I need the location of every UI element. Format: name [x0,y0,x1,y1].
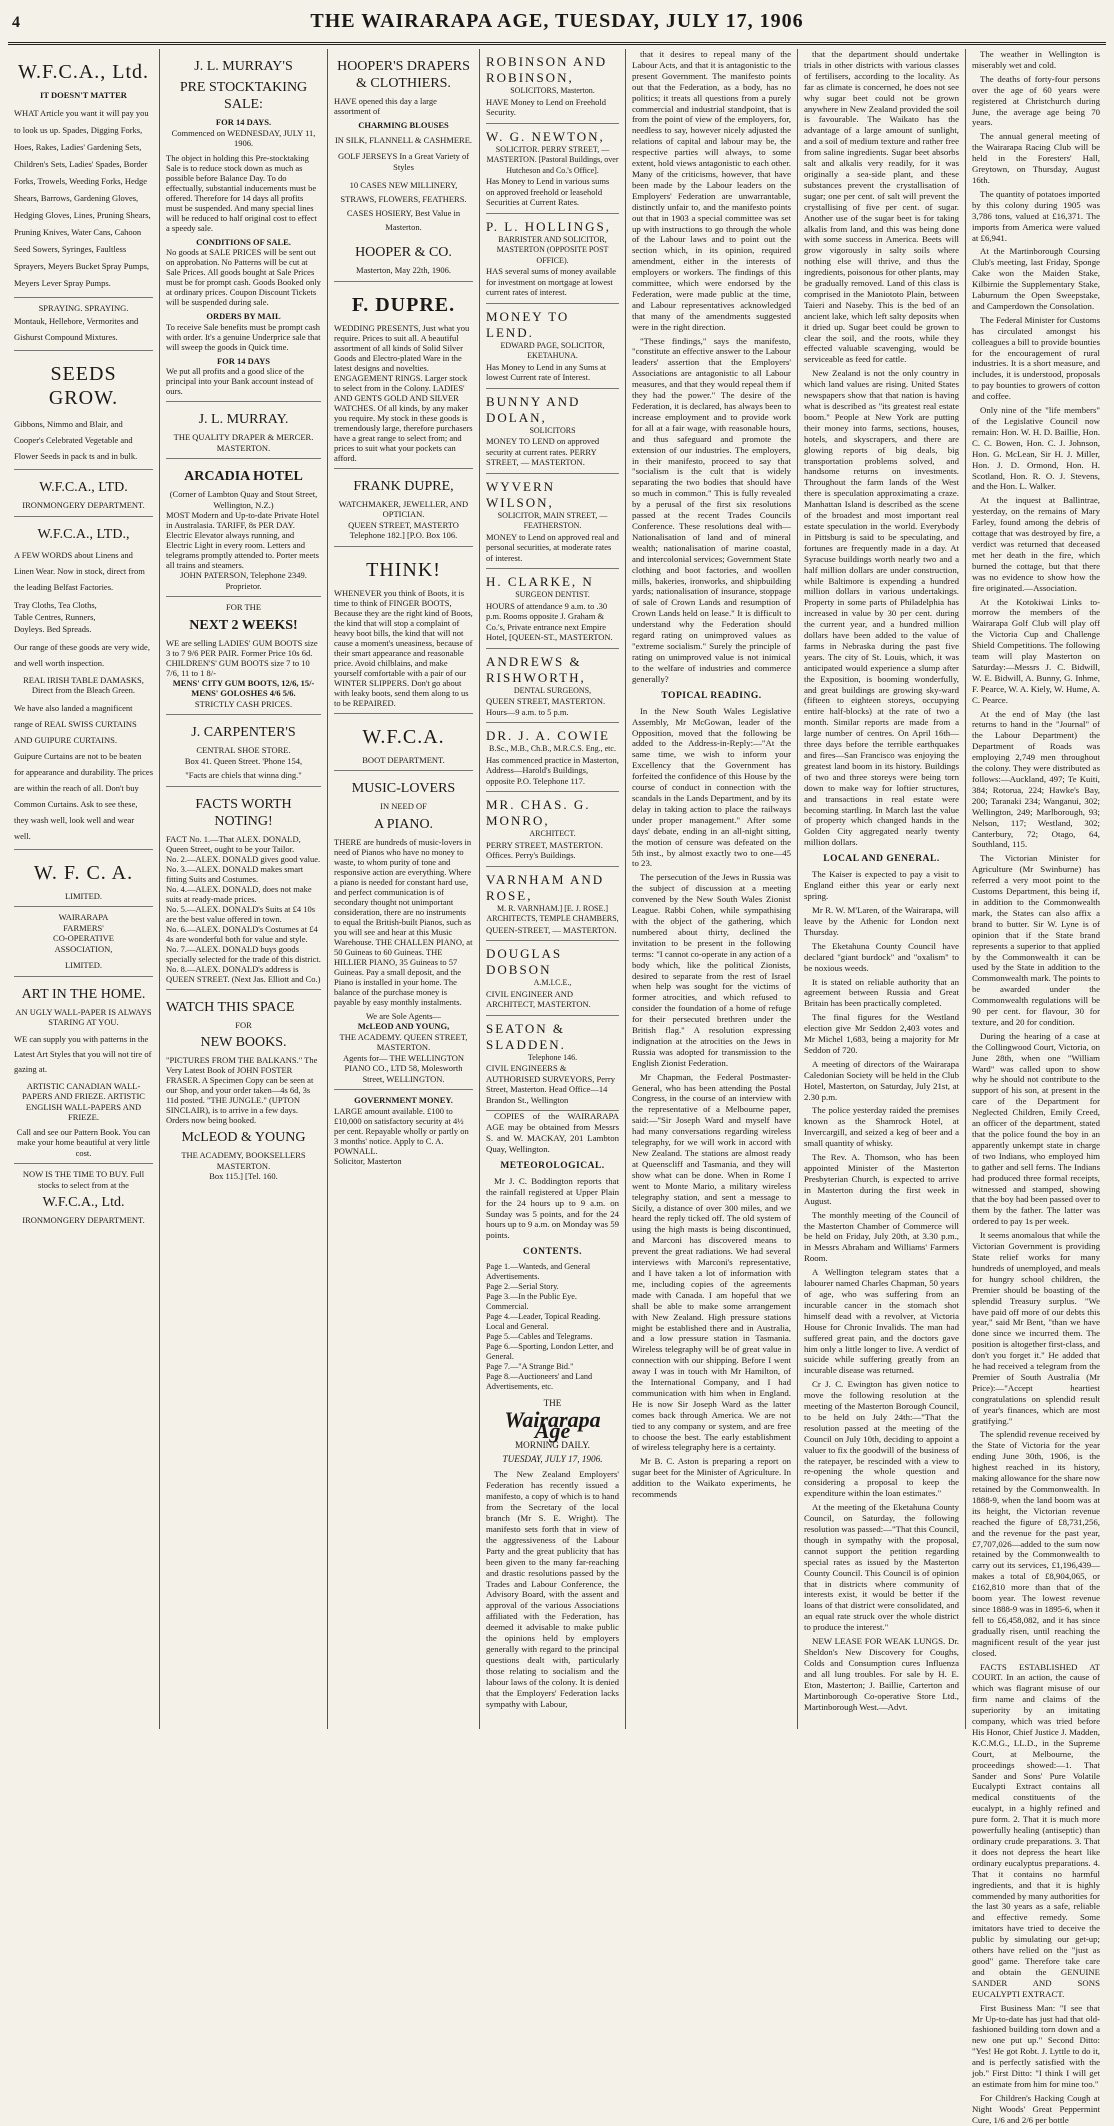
ad-subheading: THE QUALITY DRAPER & MERCER. MASTERTON. [173,432,314,453]
card-title: EDWARD PAGE, SOLICITOR, EKETAHUNA. [500,340,605,360]
ad-subheading: FOR [235,1019,252,1030]
card-title: DENTAL SURGEONS, [513,685,592,695]
price-line: MENS' CITY GUM BOOTS, 12/6, 15/- [172,677,315,688]
ad-heading: ARCADIA HOTEL [184,469,303,484]
article-paragraph: The weather in Wellington is miserably wet and cold. [972,49,1100,70]
ad-heading: W.F.C.A., Ltd. [42,1195,125,1210]
card-name: MONEY TO LEND. [486,308,570,340]
professional-card [486,941,619,1016]
list-item: Page 7.—"A Strange Bid." [486,1362,574,1372]
article-paragraph: In the New South Wales Legislative Assembly, Mr McGowan, leader of the Opposition, moved that the following be added to the Address-in-Reply:—"At the same time, we wish to inform your Excellency that the Government has forfeited the confidence of this House by the course of conduct in connection with the scandals in the Lands Department, and by its delay in taking action to place the railways under proper management." After some days' debate, ending in an all-night sitting, the motion of censure was defeated on the 5th inst., by almost exactly two to one—45 to 23. [632,705,791,869]
article-paragraph: Mr Chapman, the Federal Postmaster-General, who has been attending the Postal Congress, in the course of an interview with the representative of a Melbourne paper, said:—"Sir Joseph Ward and myself have had many conversations regarding wireless telegraphy, for we will work in accord with New Zealand. The stations are almost ready at Queenscliff and Tasmania, and they will show what can be done. When in Rome I went to Monte Mario, a military wireless telegraphy station, and sent a message to Sicily, a distance of over 300 miles, and we heard the reply ticked off. The old system of using the high masts is being discontinued, and Marconi has discovered means to prevent the great radiations. We had several interviews with Marconi's representative, and I have taken a lot of information with me, including copies of the agreements made with Canada. I am hopeful that we shall be able to make some arrangement with New Zealand. High pressure stations might be established there and in Australia, and a low pressure station in Tasmania. Wireless telegraphy will be of great value in connection with our shipping. Before I went away I was in touch with Mr Hamilton, of the International Company, and I had communication with him when in England. He is now Sir Joseph Ward as the latter comes back through America. We are not tied to any company or system, and are free to choose the best. The early establishment of wireless telegraphy here is a certainty. [632,1071,791,1453]
ad-heading: J. CARPENTER'S [191,725,296,740]
ad-subheading: WATCHMAKER, JEWELLER, AND OPTICIAN. [338,498,469,519]
ad-body: WHENEVER you think of Boots, it is time to think of FINGER BOOTS, Because they are the right kind of Boots, the kind that will stop a complaint of heavy boot bills, the kind that will not cause a moment's uneasiness, because of their smart appearance and reasonable price. Avoid chilblains, and make yourself comfortable with a pair of our WINTER SLIPPERS. Don't go about with leaky boots, send them along to us to be REPAIRED. [334,587,473,708]
ad-body: NOW IS THE TIME TO BUY. Full stocks to select from at the [22,1169,145,1190]
list-item: No. 8.—ALEX. DONALD's address is QUEEN STREET. (Next Jas. Elliott and Co.) [166,963,321,984]
list-item: No. 6.—ALEX. DONALD's Costumes at £4 4s are wonderful both for value and style. [166,923,318,944]
coop-line: WAIRARAPA [58,912,109,922]
professional-card [486,49,619,124]
list-item: No. 7.—ALEX. DONALD buys goods specially selected for the trade of this district. [166,943,321,964]
card-text: HAVE Money to Lend on Freehold Security. [486,96,607,117]
facts-ad [166,787,321,990]
ad-heading: SEEDS GROW. [48,363,119,409]
ad-body: We put all profits and a good slice of the principal into your Bank account instead of ours. [166,366,314,396]
column-6 [798,49,966,1729]
column-4-news [486,1111,619,1709]
ad-heading: W. F. C. A. [33,861,134,884]
column-4 [480,49,626,1729]
ad-body: THE ACADEMY. QUEEN STREET, MASTERTON. [339,1031,468,1052]
article-paragraph: It seems anomalous that while the Victorian Government is providing State relief works for many hundreds of unemployed, and meals for hungry school children, the Premier should be boasting of the splendid Treasury surplus. "We have paid off more of our debts this year," said Mr Bent, "than we have done since we incurred them. The position is altogether first-class, and don't you forget it." He added that he had received a telegram from the Premier of South Australia (Mr Price):—"Accept heartiest congratulations on splendid result of year's finances, which are most gratifying." [972,1230,1100,1426]
ad-heading: W.F.C.A. [362,725,445,748]
ad-subheading: CHARMING BLOUSES [358,120,449,130]
ad-body: Box 115.] [Tel. 160. [209,1171,278,1181]
list-item: No. 5.—ALEX. DONALD's Suits at £4 10s are the best value offered in town. [166,903,316,924]
ad-body: IN SILK, FLANNELL & CASHMERE. [334,134,473,145]
paper-date: TUESDAY, JULY 17, 1906. [502,1454,603,1465]
card-text: PERRY STREET, MASTERTON. Offices. Perry's Buildings. [486,839,603,860]
list-item: Page 6.—Sporting, London Letter, and General. [486,1342,614,1362]
ad-heading: GOVERNMENT MONEY. [354,1095,453,1105]
think-ad [334,547,473,714]
ad-subheading: CENTRAL SHOE STORE. [196,745,291,755]
column-3 [328,49,480,1729]
article-paragraph: NEW LEASE FOR WEAK LUNGS. Dr. Sheldon's New Discovery for Coughs, Colds and Consumption cures Influenza and all lung troubles. For sale by H. E. Eton, Masterton; J. Baillie, Carterton and Martinborough Co-operative Store Ltd., Martinborough West.—Advt. [804,1636,959,1712]
ad-heading: THINK! [366,558,441,581]
list-item: FACT No. 1.—That ALEX. DONALD, Queen Street, ought to be your Tailor. [166,833,301,854]
wfca-final-ad [14,1164,153,1231]
card-name: H. CLARKE, N [486,574,594,589]
dupre-ad [334,282,473,469]
copies-notice: COPIES of the WAIRARAPA AGE may be obtained from Messrs S. and W. MACKAY, 201 Lambton Quay, Wellington. [486,1111,619,1154]
card-text: Has Money to Lend in various sums on approved freehold or leasehold Securities at Current Rates. [486,176,610,207]
ad-body: THERE are hundreds of music-lovers in need of Pianos who have no money to waste, to whom purity of tone and responsive action are everything. Where a piano is needed for constant hard use, and perfect communication is of secondary thought not unimportant consideration, there are no instruments to equal the British-built Pianos, such as you will see and hear at this Music Warehouse. THE CHALLEN PIANO, at 50 Guineas to 60 Guineas. THE HILLIER PIANO, 35 Guineas to 57 Guineas. Pay a small deposit, and the Piano is installed in your home. The balance of the purchase money is payable by easy monthly instalments. [334,836,473,1007]
article-paragraph: At the inquest at Ballintrae, yesterday, on the remains of Mary Farley, found among the debris of cottage that was destroyed by fire, a verdict was returned that deceased met her death in the fire, which burned the cottage, but that there was no evidence to show how the fire originated.—Association. [972,495,1100,593]
ad-subheading: PRE STOCKTAKING SALE: [179,80,308,112]
ad-body: Guipure Curtains are not to be beaten for appearance and durability. The prices are within the reach of all. Don't buy Common Curtains. Ask to see these, they wash well, look well and wear well. [14,750,154,841]
paper-subtitle: MORNING DAILY. [515,1440,590,1451]
article-paragraph: The Federal Minister for Customs has circulated amongst his colleagues a bill to provide bounties for the encouragement of rural industries. It is a short measure, and includes, it is understood, proposals to pay bounties to growers of cotton and coffee. [972,314,1100,402]
ad-heading: HOOPER'S DRAPERS & CLOTHIERS. [337,59,470,91]
carpenter-ad [166,715,321,787]
ad-body: GOLF JERSEYS In a Great Variety of Styles [337,151,470,172]
ad-heading: McLEOD & YOUNG [181,1130,306,1145]
card-text: HAS several sums of money available for investment on mortgage at lowest current rates of interest. [486,266,617,297]
card-text: MONEY to Lend on approved real and personal securities, at moderate rates of interest. [486,531,619,563]
article-paragraph: FACTS ESTABLISHED AT COURT. In an action, the cause of which was flagrant misuse of our firm name and claims of the superiority by an imitating company, which was tried before His Honor, Chief Justice J. Madden, K.C.M.G., LL.D., in the Supreme Court, at Melbourne, the proceedings showed:—1. That Sander and Sons' Pure Volatile Eucalypti Extract contains all medical constituents of the eucalypt, in a highly refined and pure form. 2. That it is much more powerfully healing (antiseptic) than ordinary crude preparations. 3. That it does not depress the heart like ordinary eucalyptus preparations. 4. That it contains no harmful ingredients, and that it is highly commended by many authorities for the last 30 years as a safe, reliable and effective remedy. Some imitators have tried to deceive the public by simulating our get-up; others have relied on the "just as good" game. Therefore take care and obtain the GENUINE SANDER AND SONS EUCALYPTI EXTRACT. [972,1661,1100,1999]
article-paragraph: Only nine of the "life members" of the Legislative Council now remain: Hon. W. H. D. Baillie, Hon. C. C. Bowen, Hon. C. J. Johnson, Hon. G. McLean, Sir H. J. Miller, Hon. J. D. Ormond, Hon. H. Scotland, Hon. R. O. J. Stevens, and the Hon. L. Walker. [972,405,1100,492]
article-paragraph: During the hearing of a case at the Collingwood Court, Victoria, on June 28th, when one "William Ward" was called upon to show why he should not contribute to the support of his son, at present in the care of the Department for Neglected Children, Emily Creed, an officer of the department, stated that the police found the boy in an apparently unkempt state in charge of two Indians, who employed him to gather and sell ferns. The Indians had produced three formal receipts, witnessed and stamped, showing that the boy had been passed over to them by the father. The latter was ordered to pay 1s per week. [972,1030,1100,1227]
paper-nameplate: Wairarapa Age [504,1406,601,1443]
ad-heading: ART IN THE HOME. [21,986,146,1002]
wfca-limited-ad [14,850,153,908]
section-heading: TOPICAL READING. [661,690,762,701]
ad-heading: NEXT 2 WEEKS! [189,617,298,633]
ad-heading: F. DUPRE. [351,293,456,316]
professional-card [486,214,619,304]
ad-body: We are Sole Agents— [365,1010,442,1021]
ad-subheading: LIMITED. [64,890,103,901]
professional-card [486,723,619,792]
card-text: HOURS of attendance 9 a.m. to .30 p.m. Rooms opposite J. Graham & Co.'s, Private entrance next Empire Hotel, [QUEEN-ST., MASTERTON. [486,600,613,642]
article-paragraph: The final figures for the Westland election give Mr Seddon 2,403 votes and Mr Michel 1,683, being a majority for Mr Seddon of 720. [804,1012,959,1055]
list-item: Doyleys. Bed Spreads. [14,623,92,634]
ad-subheading: McLEOD AND YOUNG, [357,1021,450,1031]
coop-line: ASSOCIATION, [54,943,113,954]
ad-heading: WATCH THIS SPACE [166,999,295,1015]
list-item: Page 3.—In the Public Eye. Commercial. [486,1292,577,1312]
article-paragraph: Cr J. C. Ewington has given notice to move the following resolution at the meeting of the Masterton Borough Council, to be held on July 24th:—"That the resolution passed at the meeting of the Council on July 10th, deciding to appoint a valuer to fix the goodwill of the business of the ratepayer, be rescinded with a view to re-opening the whole question and considering a proposal to keep the expenditure within the loan estimates." [804,1379,959,1499]
ad-body: MOST Modern and Up-to-date Private Hotel in Australasia. TARIFF, 8s PER DAY. Electric Elevator always running, and Electric Light in every room. Letters and telegrams promptly attended to. Porter meets all trains and steamers. [166,510,320,570]
ad-body: WHAT Article you want it will pay you to look us up. Spades, Digging Forks, Hoes, Rakes, Ladies' Gardening Sets, Children's Sets, Ladies' Spades, Border Forks, Trowels, Weeding Forks, Hedge Shears, Barrows, Gardening Gloves, Hedging Gloves, Lines, Pruning Shears, Pruning Knives, Water Cans, Cahoon Seed Sowers, Syringes, Faultless Sprayers, Meyers Bucket Spray Pumps, Meyers Lever Spray Pumps. [14,107,151,288]
article-paragraph: "These findings," says the manifesto, "constitute an effective answer to the Labour leaders' assertion that the Employers' Associations are antagonistic to all Labour measures, and that they would repeal them if they had the power." The desire of the Federation, it is declared, has always been to increase employment and to provide work for all at a fair wage, with reasonable hours, and thus safeguard and promote the extension of our industries. The employers, in their manifesto, proceed to say that "socialism is the cult that is widely separating the two bodies that should have so much in common." This is fully revealed by a perusal of the first six resolutions passed at the recent Trades Councils Conference. These resolutions deal with—Nationalisation of land and of mineral wealth; nationalisation of marine coastal, and intercolonial services; Government State clothing and boot factories, and woollen mills, bakeries, ironworks, and shipbuilding yards; nationalisation of insurance, stoppage of sale of Crown Lands and resumption of Crown Lands held on lease." It is difficult to understand why the Federation should regard rating on unimproved values as "extreme socialism." Surely the principle of rating on unimproved value is not inimical to the welfare of industries and commerce generally? [632,335,791,684]
ad-body: Box 41. Queen Street. 'Phone 154, [184,755,303,766]
column-2 [160,49,328,1729]
article-paragraph: At the end of May (the last returns to hand in the "Journal" of the Labour Department) the Department of Roads was employing 2,749 men throughout the colony. They were distributed as follows:—Auckland, 497; Te Kuiti, 384; Rotorua, 224; Hawke's Bay, 200; Taranaki 234; Wanganui, 302; Wellington, 249; Marlborough, 93; Nelson, 117; Westland, 302; Canterbury, 72; Otago, 64, Southland, 115. [972,708,1100,850]
section-heading: CONTENTS. [522,1247,583,1258]
arcadia-hotel-ad [166,459,321,597]
wfca-garden-ad [14,49,153,298]
ad-subheading: LIMITED. [64,960,103,970]
list-item: Page 8.—Auctioneers' and Land Advertisements, etc. [486,1372,593,1392]
article-paragraph: The Victorian Minister for Agriculture (Mr Swinburne) has referred a very moot point to the Customs Department, this being if, in addition to the Commonwealth mark, the States can also affix a brand to butter. Sir W. Lyne is of opinion that if the State brand represents a superior to that applied by the Commonwealth it can be used by the State in addition to the Commonwealth mark. The points to be awarded under the Commonwealth regulations will be 90 per cent. for flavour, 30 for texture, and 20 for condition. [972,853,1100,1027]
article-paragraph: The deaths of forty-four persons over the age of 60 years were registered at Christchurch during June, the average age being 70 years. [972,73,1100,128]
card-text: CIVIL ENGINEER AND ARCHITECT, MASTERTON. [486,988,591,1009]
professional-card [486,649,619,724]
ad-body: "PICTURES FROM THE BALKANS." The Very Latest Book of JOHN FOSTER FRASER. A Specimen Copy can be seen at our Shop, and your order taken—4s 6d, 3s 11d posted. "THE JUNGLE." (UPTON SINCLAIR), is to arrive in a few days. Orders now being booked. [166,1055,318,1125]
article-paragraph: Mr J. C. Boddington reports that the rainfall registered at Upper Plain for the 24 hours up to 9 a.m. on Sunday was 5 points, and for the 24 hours up to 9 a.m. on Monday was 59 points. [486,1175,619,1241]
column-5 [626,49,798,1729]
ad-subheading: FOR 14 DAYS [216,355,271,366]
card-text: Has commenced practice in Masterton, Address—Harold's Buildings, opposite P.O. Telephone 117. [486,754,619,786]
list-item: No. 3.—ALEX. DONALD makes smart fitting Suits and Costumes. [166,863,304,884]
ad-body: Call and see our Pattern Book. You can make your home beautiful at very little cost. [16,1126,151,1158]
ad-subheading: ORDERS BY MAIL [206,311,281,321]
ad-body: WE are selling LADIES' GUM BOOTS size 3 to 7 9/6 PER PAIR. Former Price 10s 6d. CHILDREN'S' GUM BOOTS size 7 to 10 7/6, 11 to 1 8/- [166,637,318,678]
list-item: Page 5.—Cables and Telegrams. [486,1332,593,1342]
ad-heading: MUSIC-LOVERS [351,781,456,796]
article-paragraph: Mr B. C. Aston is preparing a report on sugar beet for the Minister of Agriculture. In addition to the Waikato experiments, he recommends [632,1456,791,1500]
article-paragraph: For Children's Hacking Cough at Night Woods' Great Peppermint Cure, 1/6 and 2/6 per bottle [972,2092,1100,2125]
coop-ad [14,907,153,977]
ad-subheading: IN NEED OF [380,801,427,811]
article-paragraph: Mr R. W. M'Laren, of the Wairarapa, will leave by the Athenic for London next Thursday. [804,905,959,937]
ad-subheading: IRONMONGERY DEPARTMENT. [22,1215,145,1225]
page-number: 4 [12,14,20,31]
ad-subheading: FOR THE [225,602,262,612]
article-paragraph: At the Kotokiwai Links to-morrow the members of the Wairarapa Golf Club will play off the Victoria Cup and Challenge Shield Competitions. The following team will play Masterton on Saturday:—Messrs J. C. Bidwill, W. E. Bidwill, A. Bunny, G. Inhme, F. Pearce, W. A. Kiely, W. Hume, A. C. Pearce. [972,596,1100,705]
ad-body: QUEEN STREET, MASTERTO [348,519,459,530]
ad-subheading: FOR 14 DAYS. [215,117,272,127]
card-name: DOUGLAS DOBSON [486,946,563,977]
professional-card [486,569,619,649]
ad-body: Telephone 182.] [P.O. Box 106. [349,530,458,540]
article-paragraph: The annual general meeting of the Wairarapa Racing Club will be held in the Foresters' Hall, Greytown, on Thursday, August 16th. [972,131,1100,185]
ad-subheading: IT DOESN'T MATTER [40,90,127,100]
ad-body: Solicitor, Masterton [334,1155,402,1166]
ad-heading: NEW BOOKS. [200,1035,287,1050]
seeds-ad [14,351,153,470]
article-paragraph: The police yesterday raided the premises known as the Shamrock Hotel, at Invercargill, and seized a keg of beer and a small quantity of whisky. [804,1105,959,1149]
card-name: SEATON & SLADDEN. [486,1020,566,1052]
article-paragraph: A meeting of directors of the Wairarapa Caledonian Society will be held in the Club Hotel, Masterton, on Saturday, July 21st, at 2.30 p.m. [804,1058,959,1102]
ad-heading: W.F.C.A., LTD. [39,480,128,495]
ad-body: Montauk, Hellebore, Vermorites and Gishurst Compound Mixtures. [14,316,139,342]
card-title: ARCHITECT. [529,829,576,838]
murray-sale-ad [166,49,321,402]
ad-body: Agents for— THE WELLINGTON PIANO CO., LTD 58, Molesworth Street, WELLINGTON. [342,1052,465,1084]
card-title: M. R. VARNHAM.] [E. J. ROSE.] ARCHITECTS, TEMPLE CHAMBERS, [486,903,619,923]
card-name: DR. J. A. COWIE [486,728,610,743]
ad-heading: FRANK DUPRE, [353,478,454,494]
professional-card [486,124,619,214]
government-money-ad [334,1090,473,1171]
article-paragraph: The New Zealand Employers' Federation has recently issued a manifesto, a copy of which is to hand from the Secretary of the local branch (Mr S. E. Wright). The manifesto sets forth that in view of the aggressiveness of the Labour Party and the great publicity that has been given to the many far-reaching and drastic resolutions passed by the Trades and Labour Conference, the Advisory Board, with the assent and approval of the various Associations affiliated with the Federation, has deemed it advisable to make public the opinions held by employers generally with regard to the principal questions dealt with, particularly those relating to socialism and the labour laws of the colony. It is denied that the Employers' Federation lacks sympathy with Labour, [486,1469,619,1709]
ad-body: We have also landed a magnificent range of REAL SWISS CURTAINS AND GUIPURE CURTAINS. [14,702,137,745]
card-name: W. G. NEWTON, [486,128,605,144]
article-paragraph: First Business Man: "I see that Mr Up-to-date has just had that old-fashioned building torn down and a new one put up." Second Ditto: "Yes! He got Robt. J. Lyttle to do it, and is perfectly satisfied with the job." First Ditto: "I think I will get an estimate from him for mine too." [972,2002,1100,2089]
professional-card [486,867,619,942]
card-text: QUEEN STREET, MASTERTON. Hours—9 a.m. to 5 p.m. [486,696,606,717]
ad-heading: FACTS WORTH NOTING! [195,796,292,829]
section-heading: METEOROLOGICAL. [500,1160,605,1171]
wfca-boot-ad [334,714,473,772]
ad-body: Masterton, May 22th, 1906. [356,265,451,275]
art-ad [14,977,153,1165]
coop-line: CO-OPERATIVE [53,933,114,943]
ad-subheading: THE ACADEMY, BOOKSELLERS MASTERTON. [181,1150,306,1171]
card-title: SOLICITORS [529,425,576,435]
card-name: WYVERN WILSON, [486,478,556,510]
ad-subheading: (Corner of Lambton Quay and Stout Street, Wellington, N.Z.) [169,489,318,510]
card-name: MR. CHAS. G. MONRO, [486,797,591,828]
list-item: No. 2.—ALEX. DONALD gives good value. [166,853,321,864]
article-paragraph: The Eketahuna County Council have declared "giant burdock" and "oxalism" to be noxious weeds. [804,940,959,973]
article-paragraph: A Wellington telegram states that a labourer named Charles Chapman, 50 years of age, who was suffering from an incurable cancer in the stomach shot himself dead with a revolver, at Victoria House for Chronic Invalids. The man had suffered great pain, and the doctors gave him only a little longer to live. A verdict of suicide while suffering greatly from an incurable disease was returned. [804,1267,959,1376]
professional-card [486,474,619,570]
article-paragraph: At the Martinborough Coursing Club's meeting, last Friday, Sponge Cake won the Maiden Stake, Kilbirnie the Supplementary Stake, Laburnum the Open Sweepstake, and Camperdown the Consolation. [972,246,1100,311]
ad-body: HAVE opened this day a large assortment of [334,96,437,116]
list-item: No. 4.—ALEX. DONALD, does not make suits at ready-made prices. [166,883,312,904]
card-title: Telephone 146. [527,1052,578,1062]
ad-heading: A PIANO. [373,816,434,832]
column-7 [966,49,1106,2125]
paper-the: THE [543,1398,562,1409]
card-title: BARRISTER AND SOLICITOR, MASTERTON (OPPOSITE POST OFFICE). [496,234,609,265]
ad-heading: W.F.C.A., LTD., [37,526,130,542]
ad-heading: SPRAYING. SPRAYING. [38,302,129,313]
ad-heading: J. L. MURRAY. [198,412,289,427]
frank-dupre-ad [334,469,473,547]
ad-subheading: CONDITIONS OF SALE. [196,236,291,247]
article-paragraph: The Kaiser is expected to pay a visit to England either this year or early next spring. [804,869,959,902]
ad-body: A FEW WORDS about Linens and Linen Wear. Now in stock, direct from the leading Belfast Factories. [14,549,145,592]
list-item: Page 4.—Leader, Topical Reading. Local and General. [486,1312,601,1332]
professional-card [486,389,619,474]
ad-subheading: STRICTLY CASH PRICES. [194,698,293,709]
professional-card [486,1016,619,1112]
article-paragraph: The Rev. A. Thomson, who has been appointed Minister of the Masterton Presbyterian Church, is expected to arrive in Masterton during the first week in August. [804,1152,959,1206]
article-paragraph: The persecution of the Jews in Russia was the subject of discussion at a meeting convened by the New South Wales Zionist League. Rabbi Cohen, while sympathising with the object of the gathering, which numbered about thirty, declined the invitation to be present in the following terms: "I cannot co-operate in any action of a body which, like the political Zionists, desired to separate from the rest of Israel when help was sought for the victims of former atrocities, and which refused to consider the foundation of a home of refuge for their persecuted brethren under the British flag." A resolution expressing indignation at the atrocities on the Jews in Russia was adopted for transmission to the English Zionist Federation. [632,872,791,1068]
gum-boots-ad [166,597,321,715]
newspaper-title: THE WAIRARAPA AGE, TUESDAY, JULY 17, 1906 [310,10,804,32]
ad-body: To receive Sale benefits must be prompt cash with order. It's a genuine Underprice sale that will sweep the goods in Quick time. [166,321,321,352]
ad-subheading: IRONMONGERY DEPARTMENT. [22,500,145,510]
professional-card [486,304,619,389]
ad-body: "Facts are chiels that winna ding." [185,770,302,780]
card-name: ROBINSON AND ROBINSON, [486,54,608,85]
murray-draper-ad [166,402,321,459]
price-line: MENS' GOLOSHES 4/6 5/6. [191,688,296,698]
wfca-linens-ad [14,517,153,850]
ad-body: WEDDING PRESENTS, Just what you require. Prices to suit all. A beautiful assortment of all kinds of Solid Silver Goods and Electro-plated Ware in the latest designs and novelties. ENGAGEMENT RINGS. Larger stock to select from in the Colony. LADIES' AND GENTS GOLD AND SILVER WATCHES. Of all kinds, by any maker you require. My stock in these goods is tremendously large, therefore purchasers have a great range to select from; and prices to suit what your pockets can afford. [334,322,473,463]
piano-ad [334,771,473,1090]
columns [8,49,1106,2125]
card-title: A.M.I.C.E., [533,978,572,987]
card-title: SOLICITOR. PERRY STREET, — MASTERTON. [Pastoral Buildings, over Hutcheson and Co.'s Office]. [486,144,619,175]
card-title: B.Sc., M.B., Ch.B., M.R.C.S. Eng., etc. [489,744,616,753]
article-paragraph: that it desires to repeal many of the Labour Acts, and that it is antagonistic to the present Government. The manifesto points out that the Federation, as a body, has no politics; it treats all questions from a purely commercial and industrial standpoint, that is from the point of view of the employers, for, needless to say, however nicely adjusted the relations of capital and labour may be, the respective parties will always, to some extent, hold views antagonistic to each other. Many of the criticisms, however, that have been made by the Labour leaders on the Employers' Federation are unwarrantable, distinctly unfair to, and the manifesto points out that in 1903 a special committee was set up with instructions to go through the whole of the Labour laws and to point out the section which, in its opinion, required amendment, either in the interests of employers or workers. The findings of this committee, which were endorsed by the Federation, were made public at the time, and Labour representatives acknowledged that many of the amendments suggested were in the right direction. [632,49,791,332]
wfca-ironmongery-ad [14,470,153,517]
ad-subheading: JOHN PATERSON, Telephone 2349. Proprietor. [180,570,307,591]
article-paragraph: The quantity of potatoes imported by this colony during 1905 was 3,786 tons, valued at £16,371. The imports from America were valued at £6,941. [972,188,1100,243]
list-item: Page 1.—Wanteds, and General Advertisements. [486,1262,591,1282]
card-title: SURGEON DENTIST. [515,590,590,599]
ad-heading: J. L. MURRAY'S [194,59,293,74]
column-1 [8,49,160,1729]
article-paragraph: The splendid revenue received by the State of Victoria for the year ending June 30th, 1906, is the highest reached in its history, making allowance for the share now retained by the Commonwealth. In 1888-9, when the land boom was at its height, the Victorian revenue reached the figure of £8,731,256, and the revenue for the past year, £7,707,026—added to the sum now retained by the Commonwealth to carry out its services, £1,196,439—makes a total of £8,904,065, or £162,810 more than that of the boom year. The lowest revenue since 1888-9 was in 1895-6, when it fell to £6,458,082, and it has since gradually risen, until reaching the magnificent result of the year just closed. [972,1429,1100,1658]
ad-body: LARGE amount available. £100 to £10,000 on satisfactory security at 4½ per cent. Repayable wholly or partly on 3 months' notice. Apply to C. A. POWNALL. [334,1105,469,1156]
ad-body: WE can supply you with patterns in the Latest Art Styles that you will not tire of gazing at. [14,1033,152,1074]
ad-subheading: AN UGLY WALL-PAPER IS ALWAYS STARING AT YOU. [15,1006,152,1027]
ad-body: No goods at SALE PRICES will be sent out on approbation. No Patterns will be cut at Sale Prices. All goods bought at Sale Prices must be for prompt cash. Goods Booked only at ordinary prices. Coupon Discount Tickets will be suspended during sale. [166,247,321,307]
list-item: Page 2.—Serial Story. [486,1282,559,1292]
card-name: ANDREWS & RISHWORTH, [486,653,586,685]
ad-body: Our range of these goods are very wide, and well worth inspection. [14,641,150,668]
ad-body: 10 CASES NEW MILLINERY, STRAWS, FLOWERS, FEATHERS. CASES HOSIERY, Best Value in Masterton. [340,180,467,232]
card-name: BUNNY AND DOLAN, [486,393,581,425]
ad-body: ARTISTIC CANADIAN WALL-PAPERS AND FRIEZE. ARTISTIC ENGLISH WALL-PAPERS AND FRIEZE. [22,1080,145,1122]
card-title: SOLICITOR, MAIN STREET, — FEATHERSTON. [497,510,608,530]
contents-list [486,1262,619,1392]
article-paragraph: It is stated on reliable authority that an agreement between Russia and Great Britain has been practically completed. [804,976,959,1009]
ad-heading: HOOPER & CO. [355,245,452,260]
card-text: QUEEN-STREET, — MASTERTON. [486,924,617,935]
card-title: SOLICITORS, Masterton. [510,86,595,95]
article-paragraph: New Zealand is not the only country in which land values are rising. United States newspapers show that that nation is having what is described as "its greatest real estate boom." People at New York are putting their money into farms, sections, houses, hotels, and skyscrapers, and there are glowing reports of big deals, big transportation problems solved, and handsome returns on investments. Throughout the farm lands of the West there is speculation approximating a craze. Manhattan Island is described as the scene of the broadest and most important real estate speculation in the world. Everybody in Pittsburg is said to be speculating, and fortunes are frequently made in a day. At Syracuse buildings worth nearly two and a half million dollars are under construction, while Baltimore is expending a hundred million dollars in various undertakings. Property in some parts of Philadelphia has increased in value by 30 per cent. during the current year, and a hundred million dollars have been added to the value of farms in Nebraska during the past five years. The city of St. Louis, which, it was anticipated would experience a slump after the Exposition, is booming wonderfully, and great buildings are growing sky-ward (fifteen to eighteen storeys, occupying entire half-blocks) at the rate of two a month. Similar reports are made from a large number of centres. On April 16th—three days before the terrible earthquakes and fires—San Francisco was enjoying the greatest land boom in its history. Buildings of two and three storeys were being torn down to make way for loftier structures, and transactions in real estate were becoming startling. In March last the value of property which changed hands in the Golden City aggregated nearly twenty million dollars. [804,368,959,848]
ad-subheading: BOOT DEPARTMENT. [362,754,445,765]
books-ad [166,990,321,1187]
ad-body: The object in holding this Pre-stocktaking Sale is to reduce stock down as much as possible before Balance Day. To do effectually, substantial inducements must be offered. Therefore for 14 days all profits must be suspended. And many special lines will be reduced to half original cost to effect a speedy sale. [166,152,317,233]
ad-heading: W.F.C.A., Ltd. [17,61,150,83]
ad-body: Commenced on WEDNESDAY, JULY 11, 1906. [171,127,316,148]
linens-list [14,599,153,635]
card-text: MONEY TO LEND on approved security at current rates. PERRY STREET, — MASTERTON. [486,436,600,467]
card-text: Has Money to Lend in any Sums at lowest Current rate of Interest. [486,361,607,382]
card-text: CIVIL ENGINEERS & AUTHORISED SURVEYORS, Perry Street, Masterton. Head Office—14 Brandon St., Wellington [486,1063,615,1105]
card-name: P. L. HOLLINGS, [486,218,611,234]
section-heading: LOCAL AND GENERAL. [823,854,940,865]
list-item: Tray Cloths, Tea Cloths, [14,599,97,610]
coop-line: FARMERS' [63,922,104,933]
article-paragraph: At the meeting of the Eketahuna County Council, on Saturday, the following resolution was passed:—"That this Council, though in sympathy with the proposal, cannot support the petition regarding special rates as issued by the Masterton County Council. This Council is of opinion that in districts where community of interests exist, it would be better if the loans of that district were consolidated, and an equal rate struck over the whole district to produce the interest." [804,1502,959,1633]
professional-card [486,792,619,867]
masthead [8,10,1106,45]
spraying-ad [14,298,153,352]
hooper-ad [334,49,473,282]
ad-subheading: REAL IRISH TABLE DAMASKS, Direct from the Bleach Green. [23,674,144,695]
ad-body: Gibbons, Nimmo and Blair, and Cooper's Celebrated Vegetable and Flower Seeds in pack ts and in bulk. [14,419,138,461]
article-paragraph: The monthly meeting of the Council of the Masterton Chamber of Commerce will be held on Friday, July 20th, at 3.30 p.m., in Messrs Abraham and Williams' Farmers Room. [804,1209,959,1264]
list-item: Table Centres, Runners, [14,611,96,622]
article-paragraph: that the department should undertake trials in other districts with various classes of fertilisers, according to the locality. As far as climate is concerned, he does not see why sugar beet could not be grown anywhere in New Zealand provided the soil is favourable. The Waikato has the advantage of a large amount of sunlight, and a soil of medium texture and rather free from saline ingredients. Sugar beet absorbs salt and alkalis very readily, for it was originally a sea-side plant, and these substances prevent the crystallisation of sugar; one per cent. of salt will prevent the crystallising of five per cent. of sugar. Another use of the sugar beet is for taking alkalis from land, and this was being done with some success in America. Beets will grow vigorously in salty soils where nothing else will thrive, and thus the ingredients, poisonous for other plants, may be gradually removed. Land of this class is comprised in the Maniototo Plain, between Taieri and Naseby. This is the bed of an ancient lake, which left salty deposits when it dried up. Sugar beet could be grown to clear the soil, and the roots, while they effected valuable scavenging, would be serviceable as feed for cattle. [804,49,959,365]
card-name: VARNHAM AND ROSE, [486,871,605,903]
